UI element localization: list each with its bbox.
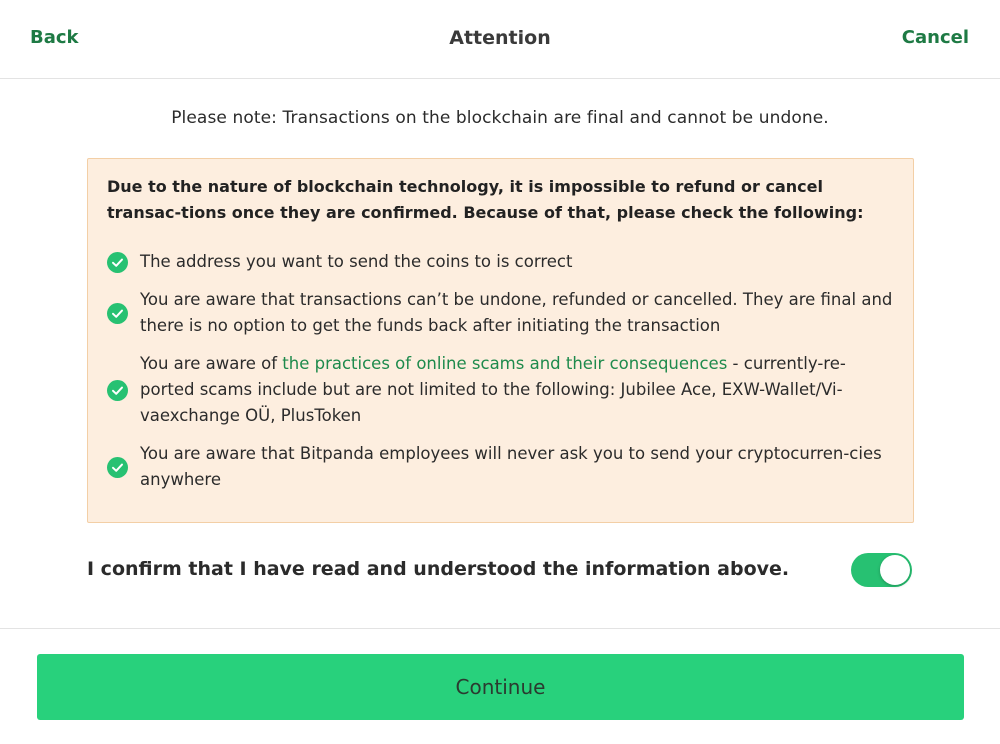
finality-note: Please note: Transactions on the blockchain are final and cannot be undone. bbox=[171, 108, 829, 128]
check-item-address bbox=[107, 249, 897, 275]
check-text: You are aware that Bitpanda employees will never ask you to send your cryptocurren-cies anywhere bbox=[140, 444, 882, 489]
back-button[interactable]: Back bbox=[30, 27, 79, 48]
check-text-suffix: - currently-re-ported scams include but are not limited to the following: Jubilee Ace, EXW-Wallet/Vi-vaexchange OÜ, PlusToken bbox=[140, 354, 846, 425]
warning-intro: Due to the nature of blockchain technology, it is impossible to refund or cancel transac-tions once they are confirmed. Because of that, please check the following: bbox=[107, 177, 864, 222]
check-text-prefix: You are aware of bbox=[140, 354, 283, 373]
confirm-label: I confirm that I have read and understood the information above. bbox=[87, 558, 790, 580]
check-item-final bbox=[107, 287, 897, 339]
check-item-scams bbox=[107, 351, 897, 429]
check-circle-icon bbox=[107, 252, 128, 273]
confirm-row bbox=[87, 553, 914, 589]
cancel-button[interactable]: Cancel bbox=[901, 27, 969, 48]
check-circle-icon bbox=[107, 380, 128, 401]
footer-divider bbox=[0, 628, 1000, 629]
top-bar bbox=[0, 0, 1000, 79]
check-circle-icon bbox=[107, 303, 128, 324]
check-text: The address you want to send the coins to is correct bbox=[140, 252, 573, 271]
warning-box bbox=[87, 158, 914, 523]
check-item-employees bbox=[107, 441, 897, 493]
checklist bbox=[107, 249, 897, 505]
confirm-toggle[interactable] bbox=[851, 553, 912, 587]
check-circle-icon bbox=[107, 457, 128, 478]
page-title: Attention bbox=[449, 27, 551, 49]
scams-info-link[interactable]: the practices of online scams and their consequences bbox=[282, 354, 728, 373]
check-text bbox=[140, 351, 897, 429]
check-text: You are aware that transactions can’t be undone, refunded or cancelled. They are final and there is no option to get the funds back after initiating the transaction bbox=[140, 290, 893, 335]
toggle-knob bbox=[880, 555, 910, 585]
continue-button[interactable]: Continue bbox=[37, 654, 964, 720]
